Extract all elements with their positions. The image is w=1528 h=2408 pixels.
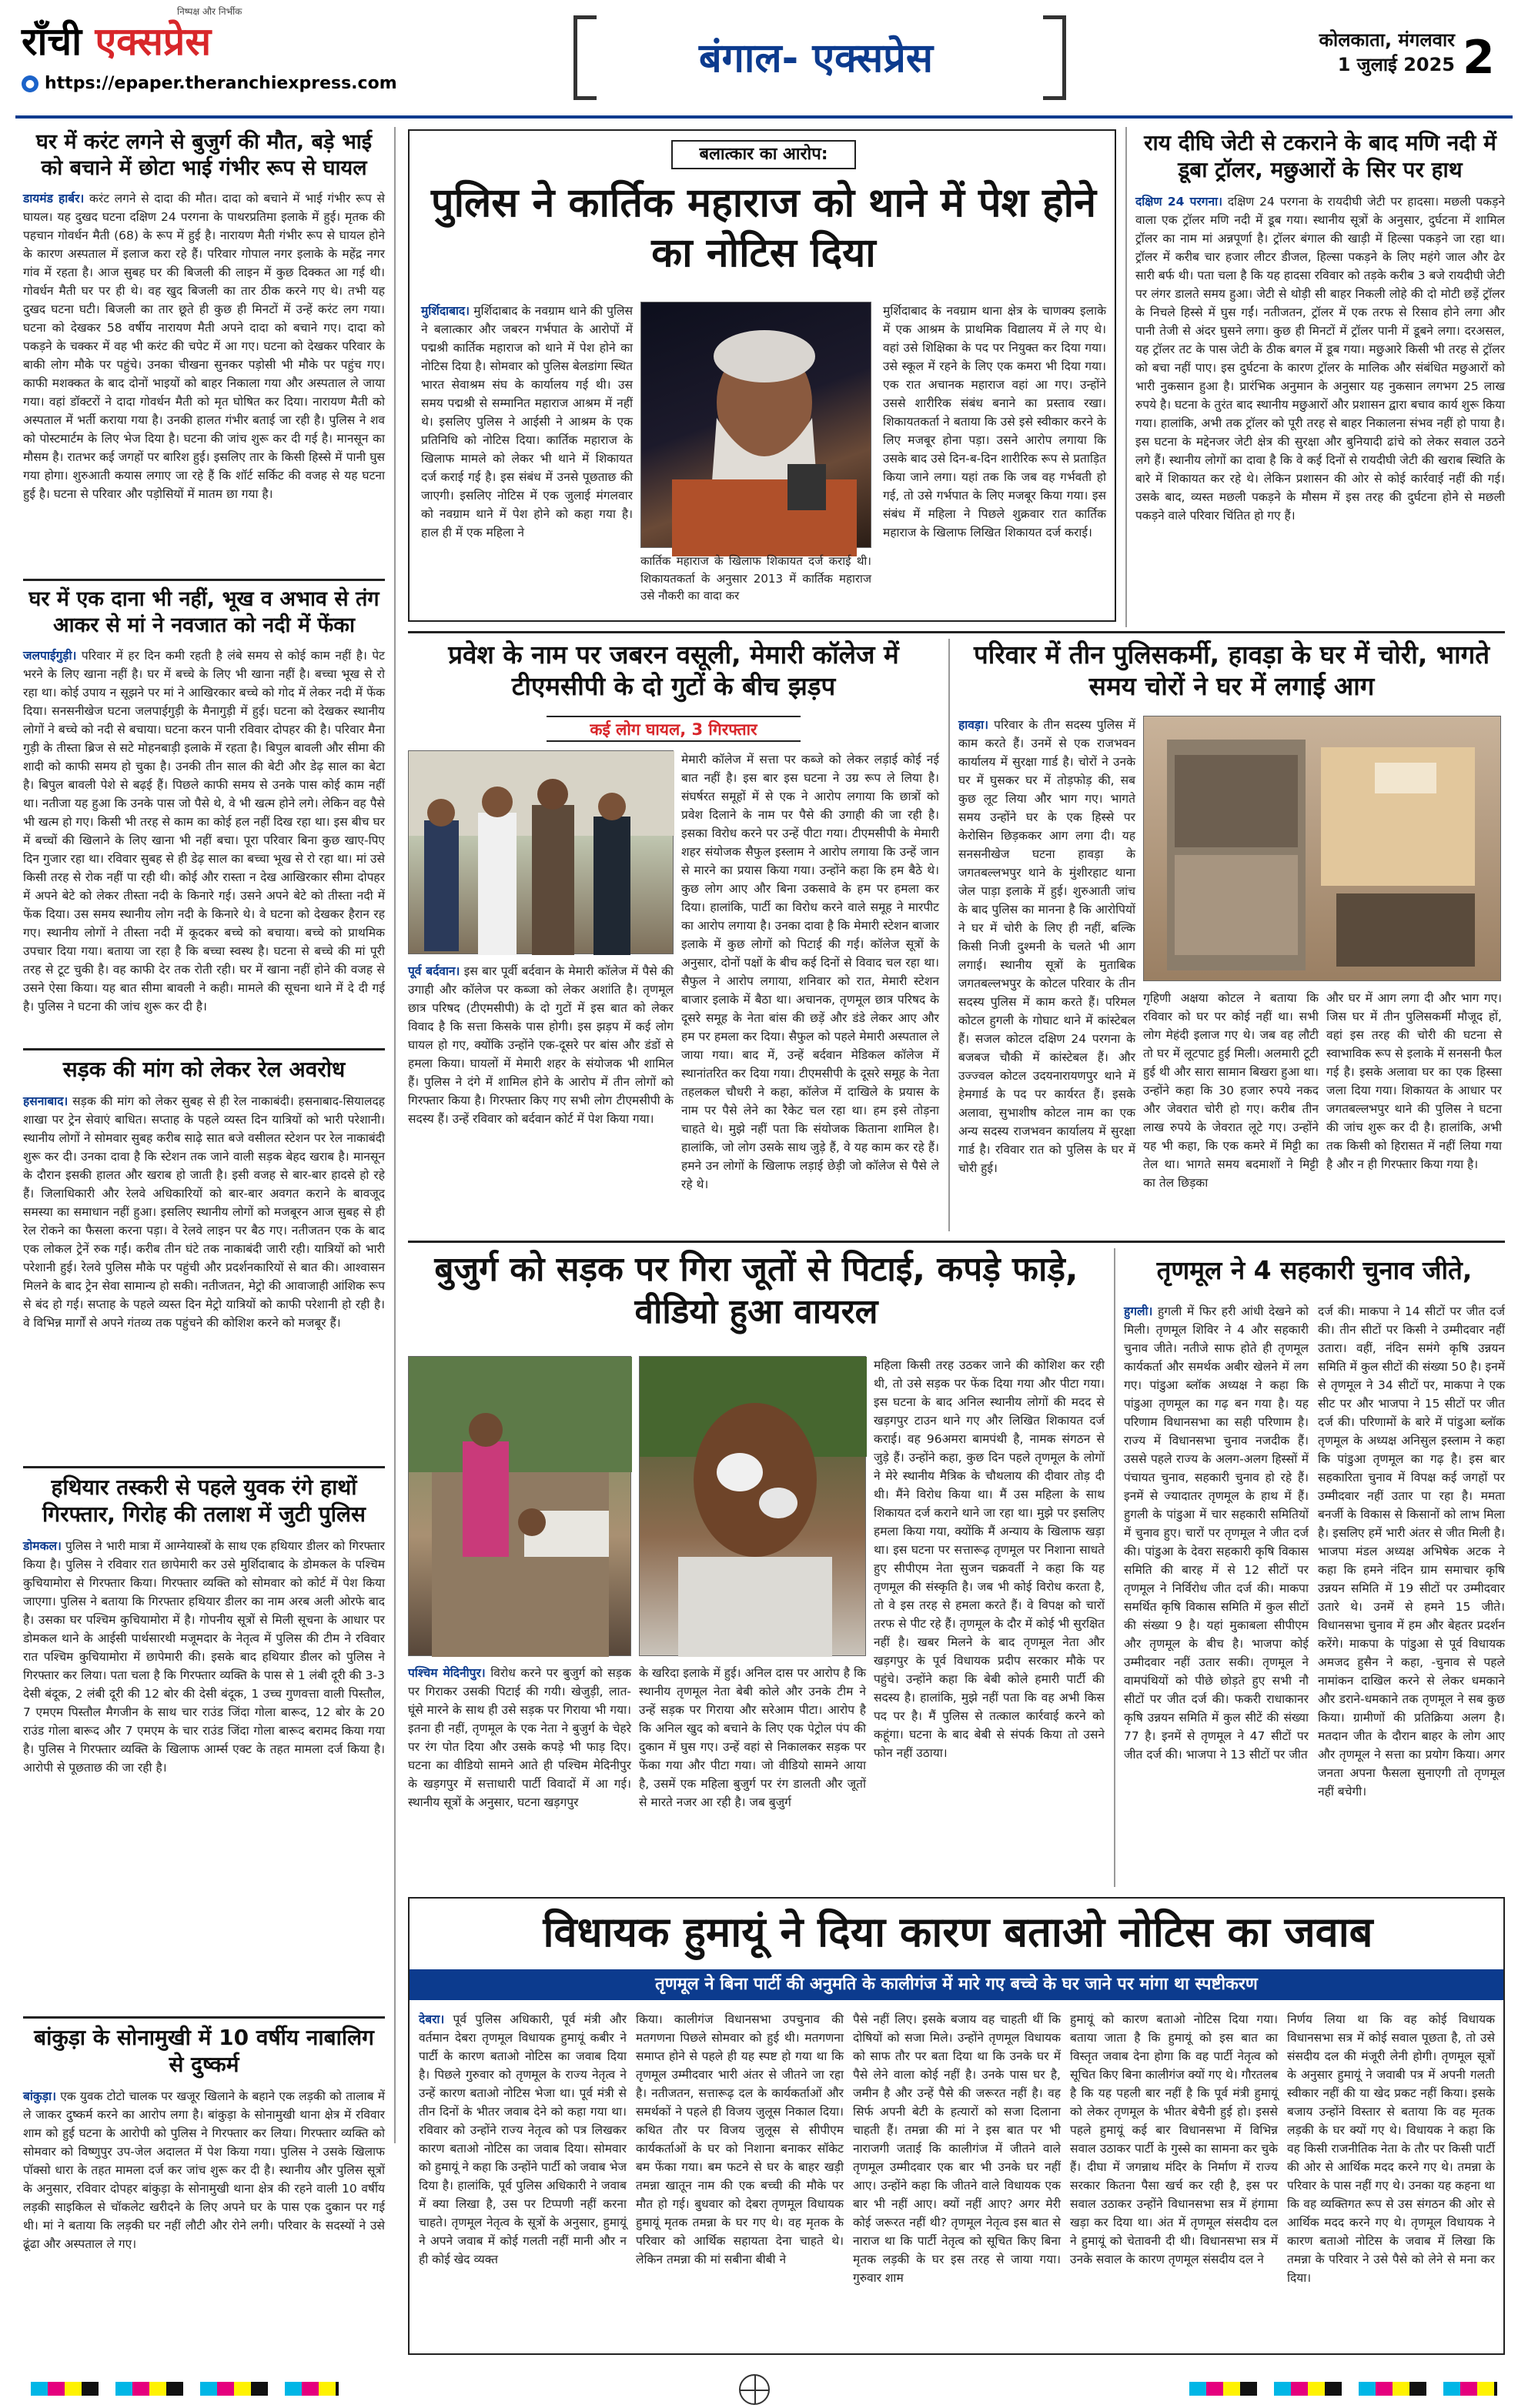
article-body-low: [408, 962, 674, 1224]
article-body-low: गृहिणी अक्षया कोटल ने बताया कि रविवार को घर पर कोई नहीं था। सभी लोग मेहंदी इलाज गए थे। जब वह लौटी तो घर में लूटपाट हुई मिली। अलमारी टूटी हुई थी और सारा सामान बिखरा हुआ था। उन्होंने कहा कि 30 हजार रुपये नकद और जेवरात चोरी हो गए। करीब तीन लाख रुपये के जेवरात लूटे गए। उन्होंने यह भी कहा, कि एक कमरे में मिट्टी का तेल था। भागते समय बदमाशों ने मिट्टी का तेल छिड़का: [1143, 991, 1319, 1191]
article-rail-blockade: [23, 1056, 385, 1454]
article-dateline: पूर्व बर्दवान।: [408, 964, 460, 978]
article-headline: हथियार तस्करी से पहले युवक रंगे हाथों गिरफ्तार, गिरोह की तलाश में जुटी पुलिस: [42, 1475, 366, 1527]
article-body: [23, 2087, 385, 2380]
section-title: बंगाल- एक्सप्रेस: [698, 35, 934, 82]
article-text: सड़क की मांग को लेकर सुबह से ही रेल नाकाबंदी। हसनाबाद-सियालदह शाखा पर ट्रेन सेवाएं बाधित। सप्ताह के पहले व्यस्त दिन यात्रियों को भारी परेशानी। स्थानीय लोगों ने सोमवार सुबह करीब साढ़े सात बजे वसीलत स्टेशन पर रेल नाकाबंदी शुरू कर दी। उनका दावा है कि स्टेशन तक जाने वाली सड़क बेहद खराब है। मानसून के दौरान इसकी हालत और खराब हो जाती है। इसी वजह से बार-बार हादसे हो रहे हैं। जिलाधिकारी और रेलवे अधिकारियों को बार-बार अवगत कराने के बावजूद समस्या का समाधान नहीं हुआ। इसलिए स्थानीय लोगों को मजबूरन आज सुबह से ही रेल रोकने का फैसला करना पड़ा। वे रेलवे लाइन पर बैठ गए। नतीजतन एक के बाद एक लोकल ट्रेनें रुक गईं। करीब तीन घंटे तक नाकाबंदी जारी रही। यात्रियों को भारी परेशानी हुई। रेलवे पुलिस मौके पर पहुंची और प्रदर्शनकारियों से बात की। आश्वासन मिलने के बाद ट्रेन सेवा सामान्य हो सकी। नतीजतन, मेट्रो की आवाजाही आंशिक रूप से बंद हो गई। सप्ताह के पहले व्यस्त दिन मेट्रो यात्रियों को काफी परेशानी हो रही है। वे विभिन्न मार्गों से अपने गंतव्य तक पहुंचने की कोशिश करने को मजबूर हैं।: [23, 1094, 385, 1331]
article-body: [1124, 1302, 1309, 1887]
article-col-3: पैसे नहीं लिए। इसके बजाय वह चाहती थीं कि दोषियों को सजा मिले। उन्होंने तृणमूल विधायक को साफ तौर पर बता दिया था कि उनके घर में पैसे लेने वाला कोई नहीं है। उनके पास घर है, जमीन है और उन्हें पैसे की जरूरत नहीं है। वह सिर्फ अपनी बेटी के हत्यारों को सजा दिलाना चाहती हैं। तमन्ना की मां ने इस बात पर भी नाराजगी जताई कि कालीगंज में जीतने वाले तृणमूल उम्मीदवार एक बार भी उनके घर नहीं आए। उन्होंने कहा कि जीतने वाले विधायक एक बार भी नहीं आए। क्यों नहीं आए? अगर मेरी कोई जरूरत नहीं थी? तृणमूल नेतृत्व इस बात से नाराज था कि पार्टी नेतृत्व को सूचित किए बिना मृतक लड़की के घर इस तरह से जाया गया। गुरुवार शाम: [853, 2012, 1061, 2286]
article-body: [23, 646, 385, 1031]
article-bankura: [23, 2024, 385, 2380]
column-divider: [1114, 1248, 1115, 1887]
article-howrah-theft: [958, 639, 1505, 1231]
article-text: एक युवक टोटो चालक पर खजूर खिलाने के बहाने एक लड़की को तालाब में ले जाकर दुष्कर्म करने का आरोप लगा है। बांकुड़ा के सोनामुखी थाना क्षेत्र में रविवार शाम को हुई घटना के आरोपी को पुलिस ने गिरफ्तार कर लिया। गिरफ्तार व्यक्ति को सोमवार को विष्णुपुर उप-जेल अदालत में पेश किया गया। पुलिस ने उसके खिलाफ पॉक्सो धारा के तहत मामला दर्ज कर जांच शुरू कर दी है। स्थानीय और पुलिस सूत्रों के अनुसार, रविवार दोपहर बांकुड़ा के सोनामुखी थाना क्षेत्र की रहने वाली 10 वर्षीय लड़की साइकिल से चॉकलेट खरीदने के लिए अपने घर के पास एक दुकान पर गई थी। मां ने बताया कि लड़की घर नहीं लौटी और रोने लगी। परिवार के सदस्यों ने उसे ढूंढा और अस्पताल ले गए।: [23, 2089, 385, 2252]
article-kicker: बलात्कार का आरोप:: [671, 140, 856, 169]
dateline: [1301, 28, 1455, 77]
issue-date: 1 जुलाई 2025: [1337, 54, 1455, 75]
photo-caption: कार्तिक महाराज के खिलाफ शिकायत दर्ज कराई थी। शिकायतकर्ता के अनुसार 2013 में कार्तिक महाराज उसे नौकरी का वादा कर: [640, 554, 871, 603]
article-text: विरोध करने पर बुजुर्ग को सड़क पर गिराकर उसकी पिटाई की गयी। खेजुड़ी, लात-घूंसे मारने के साथ ही उसे सड़क पर गिराया भी गया। इतना ही नहीं, तृणमूल के एक नेता ने बुजुर्ग के चेहरे पर रंग पोत दिया और उसके कपड़े भी फाड़ दिए। घटना का वीडियो सामने आते ही पश्चिम मेदिनीपुर के खड़गपुर में सत्ताधारी पार्टी विवादों में आ गई। स्थानीय सूत्रों के अनुसार, घटना खड़गपुर: [408, 1666, 631, 1810]
article-body-mid: के खरिदा इलाके में हुई। अनिल दास पर आरोप है कि स्थानीय तृणमूल नेता बेबी कोले और उनके टीम ने उन्हें सड़क पर गिराया और सरेआम पीटा। आरोप है कि अनिल खुद को बचाने के लिए एक पेट्रोल पंप की दुकान में घुस गए। उन्हें वहां से निकालकर सड़क पर फेंका गया और पीटा गया। जो वीडियो सामने आया है, उसमें एक महिला बुजुर्ग पर रंग डालती और जूतों से मारते नजर आ रही है। जब बुजुर्ग: [639, 1666, 866, 1810]
registration-mark-icon: [739, 2374, 770, 2405]
article-dateline: जलपाईगुड़ी।: [23, 648, 77, 663]
article-body: [23, 189, 385, 589]
article-headline: घर में एक दाना भी नहीं, भूख व अभाव से तंग आकर से मां ने नवजात को नदी में फेंका: [28, 587, 379, 637]
article-electrocution: [23, 129, 385, 589]
article-dateline: डायमंड हार्बर।: [23, 191, 85, 205]
article-text: करंट लगने से दादा की मौत। दादा को बचाने में भाई गंभीर रूप से घायल। यह दुखद घटना दक्षिण 24 परगना के पाथरप्रतिमा इलाके में हुई। मृतक की पहचान गोवर्धन मैती (68) के रूप में हुई है। नारायण मैती गंभीर रूप से घायल होने के कारण अस्पताल में इलाज करा रहे हैं। परिवार गोपाल नगर इलाके के महेंद्र नगर गांव में रहता है। आज सुबह घर की बिजली की लाइन में कुछ दिक्कत आ गई थी। गोवर्धन मैती घर पर ही थे। वह खुद बिजली का तार ठीक करने गए थे। तभी यह दुखद घटना घटी। बिजली का तार छूते ही कुछ ही मिनटों में उन्हें करंट लग गया। घटना को देखकर 58 वर्षीय नारायण मैती अपने दादा को बचाने गए। दादा को पकड़ने के चक्कर में वह भी करंट की चपेट में आ गए। घटना को देखकर परिवार के बाकी लोग मौके पर पहुंचे। उनका चीखना सुनकर पड़ोसी भी मौके पर पहुंच गए। काफी मशक्कत के बाद दोनों भाइयों को बाहर निकाला गया और अस्पताल ले जाया गया। वहां डॉक्टरों ने दादा गोवर्धन मैती को मृत घोषित कर दिया। नारायण मैती को अस्पताल में भर्ती कराया गया है। उनकी हालत गंभीर बताई जा रही है। पुलिस ने शव को पोस्टमार्टम के लिए भेज दिया है। घटना की जांच शुरू कर दी गई है। मानसून का मौसम है। रातभर कई जगहों पर बारिश हुई। इसलिए तार के किसी हिस्से में पानी घुस गया होगा। शुरुआती कयास लगाए जा रहे हैं कि शॉर्ट सर्किट की वजह से यह घटना हुई है। घटना से परिवार और पड़ोसियों में मातम छा गया है।: [23, 191, 385, 501]
kartik-maharaj-photo: [640, 302, 871, 548]
article-headline: परिवार में तीन पुलिसकर्मी, हावड़ा के घर में चोरी, भागते समय चोरों ने घर में लगाई आग: [973, 640, 1490, 702]
article-headline: सड़क की मांग को लेकर रेल अवरोध: [62, 1057, 346, 1082]
article-dateline: दक्षिण 24 परगना।: [1135, 195, 1223, 209]
article-body: [23, 1092, 385, 1454]
crowd-illustration: [409, 751, 674, 955]
article-text: पुलिस ने भारी मात्रा में आग्नेयास्त्रों के साथ एक हथियार डीलर को गिरफ्तार किया है। पुलिस ने रविवार रात छापेमारी कर उसे मुर्शिदाबाद के डोमकल के पश्चिम कुचियामोरा से गिरफ्तार किया। गिरफ्तार व्यक्ति को सोमवार को कोर्ट में पेश किया जाएगा। पुलिस ने बताया कि गिरफ्तार हथियार डीलर का नाम अरब अली ओरफे बाद है। उसका घर पश्चिम कुचियामोरा में है। गोपनीय सूत्रों से मिली सूचना के आधार पर डोमकल थाने के आईसी पार्थसारथी मजूमदार के नेतृत्व में पुलिस की टीम ने रविवार रात पश्चिम कुचियामोरा में छापेमारी की। इसके बाद हथियार डीलर को पुलिस ने गिरफ्तार कर लिया। पता चला है कि गिरफ्तार व्यक्ति के पास से 1 लंबी दूरी की 3-3 देसी बंदूक, 2 लंबी दूरी की 12 बोर की देसी बंदूक, 1 उच्च गुणवत्ता वाली पिस्तौल, 7 एमएम पिस्तौल मैगजीन के साथ चार राउंड जिंदा गोला बारूद, 12 बोर के 20 राउंड गोला बारूद और 7 एमएम के चार राउंड जिंदा गोला बारूद बरामद किया गया है। पुलिस ने गिरफ्तार व्यक्ति के खिलाफ आर्म्स एक्ट के तहत मामला दर्ज किया है। आरोपी से पूछताछ की जा रही है।: [23, 1539, 385, 1775]
article-headline: बांकुड़ा के सोनामुखी में 10 वर्षीय नाबालिग से दुष्कर्म: [34, 2025, 374, 2077]
article-trawler: [1135, 129, 1505, 600]
article-text: दक्षिण 24 परगना के रायदीघी जेटी पर हादसा। मछली पकड़ने वाला एक ट्रॉलर मणि नदी में डूब गया। स्थानीय सूत्रों के अनुसार, दुर्घटना में शामिल ट्रॉलर का नाम मां अन्नपूर्णा है। ट्रॉलर बंगाल की खाड़ी में हिल्सा पकड़ने जा रहा था। ट्रॉलर में करीब चार हजार लीटर डीजल, हिल्सा पकड़ने के लिए महंगे जाल और ढेर सारी बर्फ थी। पता चला है कि यह हादसा रविवार को तड़के करीब 3 बजे रायदीघी जेटी पर लंगर डालते समय हुआ। जेटी से थोड़ी सी बाहर निकली लोहे की दो मोटी छड़ें ट्रॉलर के निचले हिस्से में घुस गईं। नतीजतन, ट्रॉलर में एक तरफ से रिसाव होने लगा और पानी तेजी से अंदर घुसने लगा। कुछ ही मिनटों में ट्रॉलर पानी में डूबने लगा। दरअसल, यह ट्रॉलर तट के पास जेटी के ठीक बगल में डूब गया। मछुआरे किसी भी तरह से ट्रॉलर को बचा नहीं पाए। इस दुर्घटना के कारण ट्रॉलर के मालिक और संबंधित मछुआरों को भारी नुकसान हुआ है। प्रारंभिक अनुमान के अनुसार यह नुकसान लगभग 25 लाख रुपये है। घटना के तुरंत बाद स्थानीय मछुआरों और प्रशासन द्वारा बचाव कार्य शुरू किया गया। हालांकि, अभी तक ट्रॉलर को पूरी तरह से बाहर निकालना संभव नहीं हो पाया है। इस घटना के मद्देनजर जेटी क्षेत्र की सुरक्षा और बुनियादी ढांचे को लेकर सवाल उठने लगे हैं। स्थानीय लोगों का दावा है कि वे कई दिनों से रायदीघी जेटी की खराब स्थिति के बारे में शिकायत कर रहे थे। लेकिन प्रशासन की ओर से कोई कार्रवाई नहीं की गई। उसके बाद, व्यस्त मछली पकड़ने के मौसम में इस तरह की दुर्घटना होने से मछली पकड़ने वाले परिवार चिंतित हो गए हैं।: [1135, 195, 1505, 523]
article-separator: [408, 1241, 1505, 1243]
article-headline: प्रवेश के नाम पर जबरन वसूली, मेमारी कॉलेज में टीएमसीपी के दो गुटों के बीच झड़प: [448, 640, 899, 702]
article-text: हुगली में फिर हरी आंधी देखने को मिली। तृणमूल शिविर ने 4 और सहकारी चुनाव जीते। नतीजे साफ होते ही तृणमूल कार्यकर्ता और समर्थक अबीर खेलने में लग गए। पांडुआ ब्लॉक अध्यक्ष ने कहा कि पांडुआ तृणमूल का गढ़ बन गया है। यह परिणाम विधानसभा का सही परिणाम है। राज्य में विधानसभा चुनाव नजदीक हैं। उससे पहले राज्य के अलग-अलग हिस्सों में पंचायत चुनाव, सहकारी चुनाव हो रहे हैं। इनमें से ज्यादातर तृणमूल के हाथ में हैं। हुगली के पांडुआ में चार सहकारी समितियों में चुनाव हुए। चारों पर तृणमूल ने जीत दर्ज की। पांडुआ के देवरा सहकारी कृषि विकास समिति की बारह में से 12 सीटों पर तृणमूल ने निर्विरोध जीत दर्ज की। माकपा समर्थित कृषि विकास समिति में कुल सीटों की संख्या 9 है। यहां मुकाबला सीपीएम और तृणमूल के बीच है। भाजपा कोई उम्मीदवार नहीं उतार सकी। तृणमूल ने वामपंथियों को पीछे छोड़ते हुए सभी नौ सीटों पर जीत दर्ज की। फकरी राधाकानर कृषि उन्नयन समिति में कुल सीटें की संख्या 77 है। इनमें से तृणमूल ने 47 सीटों पर जीत दर्ज की। भाजपा ने 13 सीटों पर जीत: [1124, 1304, 1309, 1762]
masthead-right-bracket: [1043, 15, 1066, 100]
city-day: कोलकाता, मंगलवार: [1319, 29, 1455, 51]
color-calibration-bar: [1189, 2382, 1497, 2396]
article-dateline: डोमकल।: [23, 1539, 62, 1553]
article-col-5: निर्णय लिया था कि वह कोई विधायक विधानसभा सत्र में कोई सवाल पूछता है, तो उसे संसदीय दल की मंजूरी लेनी होगी। तृणमूल सूत्रों के अनुसार हुमायूं ने जवाबी पत्र में अपनी गलती स्वीकार नहीं की या खेद प्रकट नहीं किया। इसके बजाय उन्होंने विस्तार से बताया कि वह मृतक लड़की के घर क्यों गए थे। विधायक ने कहा कि वह किसी राजनीतिक नेता के तौर पर किसी पार्टी की ओर से आर्थिक मदद करने गए थे। तमन्ना के परिवार के पास नहीं गए थे। उनका यह कहना था कि वह व्यक्तिगत रूप से उस संगठन की ओर से आर्थिक मदद करने गए थे। तृणमूल विधायक ने कारण बताओ नोटिस के जवाब में लिखा कि तमन्ना के परिवार ने उसे पैसे को लेने से मना कर दिया।: [1287, 2012, 1495, 2286]
article-body: [421, 302, 633, 613]
epaper-url[interactable]: [22, 74, 422, 93]
article-body-low: [408, 1664, 631, 1887]
article-text: इस बार पूर्वी बर्दवान के मेमारी कॉलेज में पैसे की उगाही और कॉलेज पर कब्जा को लेकर अशांति है। तृणमूल छात्र परिषद (टीएमसीपी) के दो गुटों में इस बात को लेकर विवाद है कि सत्ता किसके पास होगी। इस झड़प में कई लोग घायल हो गए, क्योंकि उन्होंने एक-दूसरे पर बांस और डंडों से हमला किया। घायलों में मेमारी शहर के संयोजक भी शामिल हैं। पुलिस ने दंगे में शामिल होने के आरोप में तीन लोगों को गिरफ्तार किया है। गिरफ्तार किए गए सभी लोग टीएमसीपी के सदस्य हैं। उन्हें रविवार को बर्दवान कोर्ट में पेश किया गया।: [408, 964, 674, 1127]
article-body: [23, 1537, 385, 1975]
article-subhead: तृणमूल ने बिना पार्टी की अनुमति के कालीगंज में मारे गए बच्चे के घर जाने पर मांगा था स्पष्टीकरण: [410, 1969, 1503, 2000]
newspaper-logo[interactable]: [22, 14, 329, 68]
article-arms-dealer: [23, 1474, 385, 1975]
article-dateline: बांकुड़ा।: [23, 2089, 56, 2103]
article-separator: [23, 1048, 385, 1050]
article-dateline: देबरा।: [419, 2012, 445, 2026]
article-dateline: हावड़ा।: [958, 718, 989, 732]
article-body-low: और घर में आग लगा दी और भाग गए। जिस घर में तीन पुलिसकर्मी मौजूद हों, वहां इस तरह की चोरी की घटना से स्वाभाविक रूप से इलाके में सनसनी फैल गई है। इसके अलावा घर का एक हिस्सा जला दिया गया। शिकायत के आधार पर जगतबल्लभपुर थाने की पुलिस ने घटना की जांच शुरू कर दी है। हालांकि, अभी तक किसी को हिरासत में नहीं लिया गया है और न ही गिरफ्तार किया गया है।: [1326, 991, 1502, 1172]
epaper-url-text: https://epaper.theranchiexpress.com: [45, 74, 397, 93]
article-separator: [23, 2016, 385, 2019]
cupboard-illustration: [1144, 716, 1502, 982]
article-dateline: हसनाबाद।: [23, 1094, 69, 1108]
article-col-4: हुमायूं को कारण बताओ नोटिस दिया गया। बताया जाता है कि हुमायूं को इस बात का विस्तृत जवाब देना होगा कि वह पार्टी नेतृत्व को सूचित किए बिना कालीगंज क्यों गए थे। गौरतलब है कि यह पहली बार नहीं है कि पूर्व मंत्री हुमायूं को लेकर तृणमूल के भीतर बेचैनी हुई हो। इससे पहले हुमायूं कई बार विधानसभा में विभिन्न सवाल उठाकर पार्टी के गुस्से का सामना कर चुके हैं। दीघा में जगन्नाथ मंदिर के निर्माण में राज्य सरकार कितना पैसा खर्च कर रही है, इस पर सवाल उठाकर उन्होंने विधानसभा सत्र में हंगामा खड़ा कर दिया था। अंत में तृणमूल संसदीय दल ने हुमायूं को चेतावनी दी थी। विधानसभा सत्र में उनके सवाल के कारण तृणमूल संसदीय दल ने: [1070, 2012, 1278, 2267]
article-separator: [23, 579, 385, 581]
page-number: 2: [1463, 31, 1495, 85]
ransacked-house-photo: [1143, 716, 1501, 981]
article-cooperative-polls: [1124, 1248, 1505, 1887]
article-body: [958, 716, 1135, 1176]
article-headline: पुलिस ने कार्तिक महाराज को थाने में पेश होने का नोटिस दिया: [431, 180, 1096, 276]
article-separator: [23, 1466, 385, 1468]
article-dateline: मुर्शिदाबाद।: [421, 304, 470, 318]
logo-accent: एक्सप्रेस: [95, 18, 212, 64]
article-headline: राय दीघि जेटी से टकराने के बाद मणि नदी में डूबा ट्रॉलर, मछुआरों के सिर पर हाथ: [1144, 130, 1496, 182]
article-memari-college: [408, 639, 939, 1231]
article-col-1: [419, 2010, 627, 2349]
article-subhead: कई लोग घायल, 3 गिरफ्तार: [547, 716, 801, 742]
logo-main: राँची: [22, 18, 82, 64]
article-newborn: [23, 586, 385, 1031]
column-divider: [394, 127, 396, 2143]
article-text: परिवार में हर दिन कमी रहती है लंबे समय से कोई काम नहीं है। पेट भरने के लिए खाना नहीं है। घर में बच्चे के लिए भी खाना नहीं है। बच्चा भूख से रो रहा था। कोई उपाय न सूझने पर मां ने आखिरकार बच्चे को गोद में लेकर नदी में फेंक दिया। सनसनीखेज घटना जलपाईगुड़ी के मैनागुड़ी में हुई। घटना को देखकर स्थानीय लोगों ने बच्चे को नदी से बचाया। घटना करन पानी रविवार दोपहर की है। परिवार मैना गुड़ी के तीस्ता ब्रिज से सटे मोहनबाड़ी इलाके में रहता है। बिपुल बावली और सीमा की शादी को काफी समय हो चुका है। उनकी तीन साल की बेटी और डेढ़ साल का बेटा है। बिपुल बावली पेशे से बढ़ई हैं। पिछले काफी समय से उनके पास कोई काम नहीं था। नतीजा यह हुआ कि उनके पास जो पैसे थे, वे भी खत्म होने लगे। लेकिन वह पैसे भी खत्म हो गए। किसी भी तरह से काम का कोई हल नहीं दिख रहा था। इस बीच घर में बच्चों की खिलाने के लिए खाना भी नहीं बचा। पूरा परिवार बिना कुछ खाए-पिए दिन गुजार रहा था। रविवार सुबह से ही डेढ़ साल का बच्चा भूख से रो रहा था। मां उसे किसी तरह से रोक नहीं पा रही थी। कोई और रास्ता न देख आखिरकार सीमा दोपहर में अपने बेटे को लेकर तीस्ता नदी के किनारे गई। उसने अपने बेटे को तीस्ता नदी में फेंक दिया। उस समय स्थानीय लोग नदी के किनारे थे। वे घटना को देखकर हैरान रह गए। स्थानीय लोगों ने तीस्ता नदी में कूदकर बच्चे को बचाया। बच्चे को प्राथमिक उपचार दिया गया। बताया जा रहा है कि बच्चा स्वस्थ है। घटना से बच्चे की मां पूरी तरह से टूट चुकी है। वह काफी देर तक रोती रही। घर में खाना नहीं होने की वजह से उसने ऐसा किया। यह बात सीमा बावली ने कही। मामले की सूचना थाने में दे दी गई है। पुलिस ने घटना की जांच शुरू कर दी है।: [23, 648, 385, 1014]
masthead-left-bracket: [573, 15, 597, 100]
article-kartik-maharaj: [408, 129, 1116, 622]
article-body-continued: मुर्शिदाबाद के नवग्राम थाना क्षेत्र के चाणक्य इलाके में एक आश्रम के प्राथमिक विद्यालय में ले गए थे। वहां उसे शिक्षिका के पद पर नियुक्त कर दिया गया। उसे स्कूल में रहने के लिए एक कमरा भी दिया गया। एक रात अचानक महाराज वहां आ गए। उन्होंने उससे शारीरिक संबंध बनाने का प्रस्ताव रखा। शिकायतकर्ता ने बताया कि उसे इसे स्वीकार करने के लिए मजबूर होना पड़ा। उसने आरोप लगाया कि उसके बाद उसे दिन-ब-दिन शारीरिक रूप से प्रताड़ित किया जाने लगा। यहां तक कि जब वह गर्भवती हो गई, तो उसे गर्भपात के लिए मजबूर किया गया। इस संबंध में महिला ने पिछले शुक्रवार रात कार्तिक महाराज के खिलाफ लिखित शिकायत दर्ज कराई।: [883, 304, 1106, 540]
street-scene-illustration: [409, 1357, 632, 1657]
article-text: परिवार के तीन सदस्य पुलिस में काम करते हैं। उनमें से एक राजभवन कार्यालय में सुरक्षा गार्ड है। चोरों ने उनके घर में घुसकर घर में तोड़फोड़ की, सब कुछ लूट लिया और भाग गए। भागते समय उन्होंने घर के एक हिस्से पर केरोसिन छिड़ककर आग लगा दी। यह सनसनीखेज घटना हावड़ा के जगतबल्लभपुर थाने के मुंशीरहाट थाना जेल पाड़ा इलाके में हुई। शुरुआती जांच के बाद पुलिस का मानना है कि आरोपियों ने घर में चोरी के लिए ही नहीं, बल्कि किसी निजी दुश्मनी के चलते भी आग लगाई। स्थानीय सूत्रों के मुताबिक जगतबल्लभपुर के कोटल परिवार के तीन सदस्य पुलिस में काम करते हैं। परिमल कोटल हुगली के गोघाट थाने में कांस्टेबल हैं। सजल कोटल दक्षिण 24 परगना के बजबज चौकी में कांस्टेबल हैं। और उज्ज्वल कोटल उदयनारायणपुर थाने में हेमगार्ड के पद पर कार्यरत हैं। इसके अलावा, सुभाशीष कोटल नाम का एक अन्य सदस्य राजभवन कार्यालय में सुरक्षा गार्ड है। रविवार रात को पुलिस के घर में चोरी हुई।: [958, 718, 1135, 1176]
article-body-extra: [958, 1062, 1135, 1224]
article-body: महिला किसी तरह उठकर जाने की कोशिश कर रही थी, तो उसे सड़क पर फेंक दिया गया और पीटा गया। इस घटना के बाद अनिल स्थानीय लोगों की मदद से खड़गपुर टाउन थाने गए और लिखित शिकायत दर्ज कराई। वह 96अमरा बामपंथी है, नामक संगठन से जुड़े हैं। उन्होंने कहा, कुछ दिन पहले तृणमूल के लोगों ने मेरे स्थानीय मैत्रिक के चौथलाय की दीवार तोड़ दी थी। मैंने विरोध किया था। मैं उस महिला के साथ शिकायत दर्ज कराने थाने जा रहा था। मुझे पर इसलिए हमला किया गया, क्योंकि मैं अन्याय के खिलाफ खड़ा था। इस घटना पर सत्तारूढ़ तृणमूल पर निशाना साधते हुए सीपीएम नेता सुजन चक्रवर्ती ने कहा कि यह तृणमूल की संस्कृति है। जब भी कोई विरोध करता है, तो वे इस तरह से हमला करते हैं। वे विपक्ष को चारों तरफ से पीट रहे हैं। तृणमूल के दौर में कोई भी सुरक्षित नहीं है। खबर मिलने के बाद तृणमूल नेता और खड़गपुर के पूर्व विधायक प्रदीप सरकार मौके पर पहुंचे। उन्होंने कहा कि बेबी कोले हमारी पार्टी की सदस्य है। हालांकि, मुझे नहीं पता कि वह अभी किस पद पर है। मैं पुलिस से तत्काल कार्रवाई करने को कहूंगा। घटना के बाद बेबी से संपर्क किया तो उसने फोन नहीं उठाया।: [874, 1358, 1105, 1761]
article-separator: [408, 631, 1505, 633]
injured-elder-photo: [639, 1356, 866, 1656]
article-humayun: [408, 1897, 1505, 2355]
article-dateline: हुगली।: [1124, 1304, 1153, 1318]
article-headline: बुजुर्ग को सड़क पर गिरा जूतों से पिटाई, कपड़े फाड़े, वीडियो हुआ वायरल: [434, 1250, 1078, 1331]
column-divider: [948, 639, 950, 1231]
article-headline: विधायक हुमायूं ने दिया कारण बताओ नोटिस का जवाब: [543, 1908, 1373, 1956]
article-text: पूर्व पुलिस अधिकारी, पूर्व मंत्री और वर्तमान देबरा तृणमूल विधायक हुमायूं कबीर ने पार्टी के कारण बताओ नोटिस का जवाब दिया है। पिछले गुरुवार को तृणमूल के राज्य नेतृत्व ने उन्हें कारण बताओ नोटिस भेजा था। पूर्व मंत्री से तीन दिनों के भीतर जवाब देने को कहा गया था। रविवार को उन्होंने राज्य नेतृत्व को पत्र लिखकर कारण बताओ नोटिस का जवाब दिया। सोमवार को हुमायूं ने कहा कि उन्होंने पार्टी को जवाब भेज दिया है। हालांकि, पूर्व पुलिस अधिकारी ने जवाब में क्या लिखा है, उस पर टिप्पणी नहीं करना चाहते। तृणमूल नेतृत्व के सूत्रों के अनुसार, हुमायूं ने अपने जवाब में कोई गलती नहीं मानी और न ही कोई खेद व्यक्त: [419, 2012, 627, 2267]
column-divider: [1125, 127, 1127, 627]
globe-icon: ●: [22, 75, 38, 92]
article-body-continued: दर्ज की। माकपा ने 14 सीटों पर जीत दर्ज की। तीन सीटों पर किसी ने उम्मीदवार नहीं उतारा। वहीं, नंदिन समंगे कृषि उन्नयन समिति में कुल सीटों की संख्या 50 है। इनमें से तृणमूल ने 34 सीटों पर, माकपा ने एक सीट पर और भाजपा ने 15 सीटों पर जीत दर्ज की। परिणामों के बारे में पांडुआ ब्लॉक तृणमूल के अध्यक्ष अनिसुल इस्लाम ने कहा कि पांडुआ तृणमूल का गढ़ है। इस बार सहकारिता चुनाव में विपक्ष कई जगहों पर उम्मीदवार नहीं उतार पा रहा है। ममता बनर्जी के विकास से किसानों को लाभ मिला है। इसलिए हमें भारी अंतर से जीत मिली है। भाजपा मंडल अध्यक्ष अभिषेक अटक ने कहा कि हमने नंदिन ग्राम समाचार कृषि उन्नयन समिति में 19 सीटों पर उम्मीदवार उतारे थे। उनमें से हमने 15 जीते। विधानसभा चुनाव में हम और बेहतर प्रदर्शन करेंगे। माकपा के पांडुआ से पूर्व विधायक अमजद हुसैन ने कहा, -चुनाव से पहले नामांकन दाखिल करने से लेकर धमकाने और डराने-धमकाने तक तृणमूल ने सब कुछ किया। ग्रामीणों की प्रतिक्रिया अलग है। मतदान जीत के दौरान बाहर के लोग आए और तृणमूल ने सत्ता का प्रयोग किया। अगर जनता अपना फैसला सुनाएगी तो तृणमूल नहीं बचेगी।: [1318, 1304, 1505, 1799]
portrait-illustration: [641, 302, 872, 549]
article-body: मेमारी कॉलेज में सत्ता पर कब्जे को लेकर लड़ाई कोई नई बात नहीं है। इस बार इस घटना ने उग्र रूप ले लिया है। संघर्षरत समूहों में से एक ने आरोप लगाया कि छात्रों को प्रवेश दिलाने के नाम पर पैसे की उगाही की जा रही है। इसका विरोध करने पर उन्हें पीटा गया। टीएमसीपी के मेमारी शहर संयोजक सैफुल इस्लाम ने आरोप लगाया कि उन्हें जान से मारने का प्रयास किया गया। उन्होंने कहा कि हम बैठे थे। कुछ लोग आए और बिना उकसावे के हम पर हमला कर दिया। हालांकि, पार्टी का विरोध करने वाले समूह ने मारपीट का आरोप लगाया है। उनका दावा है कि मेमारी स्टेशन बाजार इलाके में कुछ लोगों को पिटाई की गई। कॉलेज सूत्रों के अनुसार, दोनों पक्षों के बीच कई दिनों से विवाद चल रहा था। सैफुल ने आरोप लगाया, शनिवार को रात, मेमारी स्टेशन बाजार इलाके में बैठा था। अचानक, तृणमूल छात्र परिषद के दूसरे समूह के नेता बांस की छड़ें और डंडे लेकर आए और हम पर हमला कर दिया। सैफुल को पहले मेमारी अस्पताल ले जाया गया। बाद में, उन्हें बर्दवान मेडिकल कॉलेज में स्थानांतरित कर दिया गया। टीएमसीपी के दूसरे समूह के नेता तहलकल चौधरी ने कहा, कॉलेज में दाखिले के प्रयास के नाम पर पैसे लेने का रैकेट चल रहा था। हम इसे तोड़ना चाहते थे। मुझे नहीं पता कि संयोजक किताना शामिल है। हालांकि, जो लोग उसके साथ जुड़े हैं, वे यह काम कर रहे हैं। हमने उन लोगों के खिलाफ लड़ाई छेड़ी जो कॉलेज से पैसे ले रहे थे।: [681, 753, 939, 1192]
article-headline: तृणमूल ने 4 सहकारी चुनाव जीते,: [1156, 1255, 1473, 1285]
college-clash-photo-1: [408, 750, 674, 954]
page-header: [0, 0, 1528, 115]
article-elderly-assault: [408, 1248, 1105, 1887]
color-calibration-bar: [31, 2382, 339, 2396]
logo-tagline: निष्पक्ष और निर्भीक: [177, 6, 242, 17]
article-headline: घर में करंट लगने से बुजुर्ग की मौत, बड़े भाई को बचाने में छोटा भाई गंभीर रूप से घायल: [35, 130, 373, 180]
header-rule: [15, 115, 1513, 119]
assault-video-still: [408, 1356, 631, 1656]
article-col-2: किया। कालीगंज विधानसभा उपचुनाव की मतगणना पिछले सोमवार को हुई थी। मतगणना समाप्त होने से पहले ही यह स्पष्ट हो गया था कि तृणमूल उम्मीदवार भारी अंतर से जीतने जा रहा है। नतीजतन, सत्तारूढ़ दल के कार्यकर्ताओं और समर्थकों ने पहले ही विजय जुलूस निकाल दिया। कथित तौर पर विजय जुलूस से सीपीएम कार्यकर्ताओं के घर को निशाना बनाकर सॉकेट बम फेंका गया। बम फटने से घर के बाहर खड़ी तमन्ना खातून नाम की एक बच्ची की मौके पर मौत हो गई। बुधवार को देबरा तृणमूल विधायक हुमायूं मृतक तमन्ना के घर गए थे। वह मृतक के परिवार को आर्थिक सहायता देना चाहते थे। लेकिन तमन्ना की मां सबीना बीबी ने: [636, 2012, 844, 2267]
article-dateline: पश्चिम मेदिनीपुर।: [408, 1666, 486, 1680]
injured-elder-illustration: [640, 1357, 867, 1657]
article-body: [1135, 192, 1505, 600]
article-text: मुर्शिदाबाद के नवग्राम थाने की पुलिस ने बलात्कार और जबरन गर्भपात के आरोपों में पद्मश्री कार्तिक महाराज को थाने में पेश होने का नोटिस दिया है। सोमवार को पुलिस बेलडांगा स्थित भारत सेवाश्रम संघ के कार्यालय गई थी। उस समय पद्मश्री से सम्मानित महाराज आश्रम में नहीं थे। इसलिए पुलिस ने आईसी ने आश्रम के एक प्रतिनिधि को नोटिस दिया। कार्तिक महाराज के खिलाफ मामले को लेकर भी थाने में शिकायत दर्ज कराई गई है। इस संबंध में उनसे पूछताछ की जाएगी। इसलिए नोटिस में एक जुलाई मंगलवार को नवग्राम थाने में पेश होने को कहा गया है। हाल ही में एक महिला ने: [421, 304, 633, 540]
